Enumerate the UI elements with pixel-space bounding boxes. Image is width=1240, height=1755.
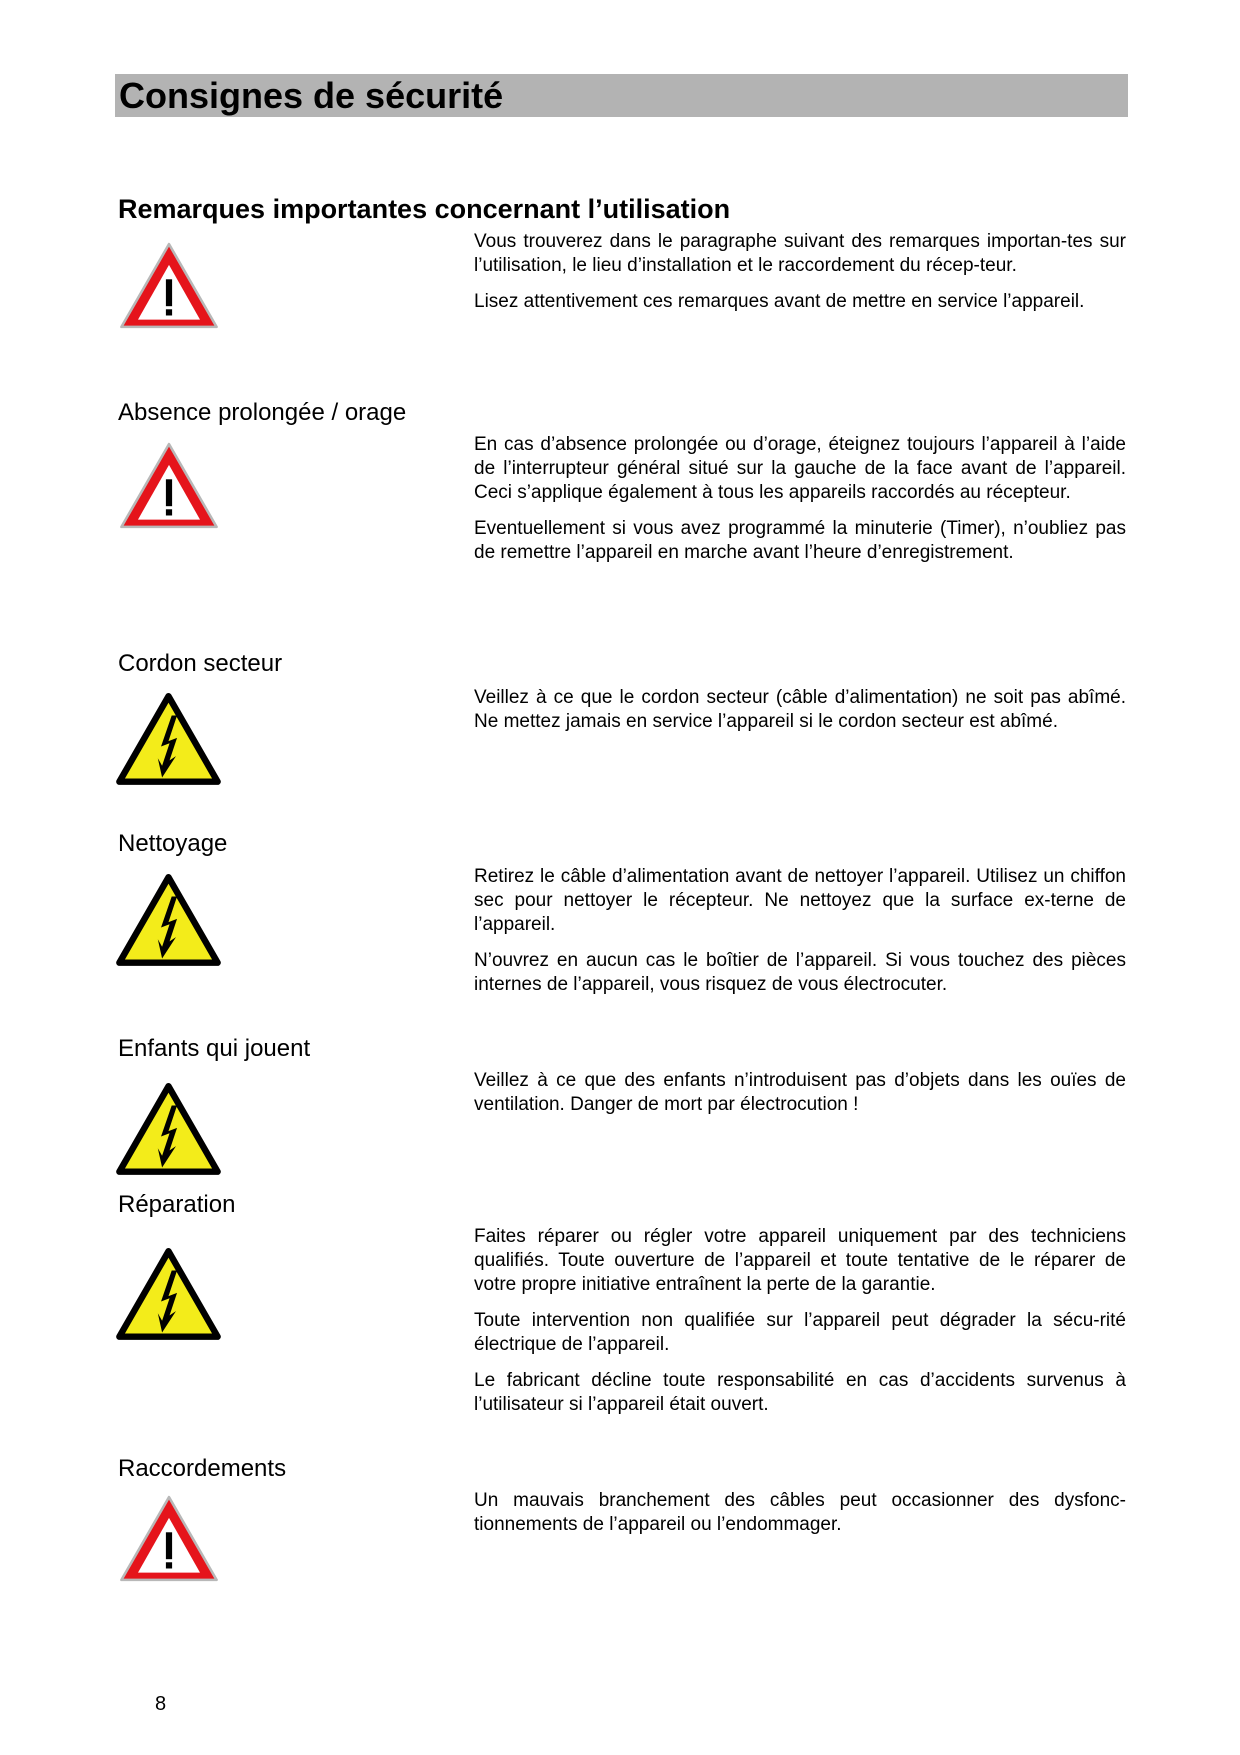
cordon-secteur-text: [474, 686, 1126, 734]
reparation-text: [474, 1225, 1126, 1417]
page-title: Consignes de sécurité: [115, 74, 1128, 117]
heading-raccordements: Raccordements: [118, 1455, 287, 1482]
heading-enfants: Enfants qui jouent: [118, 1035, 311, 1062]
enfants-text: [474, 1069, 1126, 1117]
heading-cordon-secteur: Cordon secteur: [118, 650, 283, 677]
warning-exclamation-icon: [117, 440, 221, 531]
heading-absence-orage: Absence prolongée / orage: [118, 399, 407, 426]
paragraph: Le fabricant décline toute responsabilité en cas d’accidents survenus à l’utilisateur si l’appareil était ouvert.: [474, 1370, 1126, 1415]
heading-nettoyage: Nettoyage: [118, 830, 228, 857]
paragraph: Lisez attentivement ces remarques avant de mettre en service l’appareil.: [474, 291, 1085, 312]
heading-reparation: Réparation: [118, 1191, 236, 1218]
warning-exclamation-icon: [117, 240, 221, 331]
paragraph: Faites réparer ou régler votre appareil uniquement par des techniciens qualifiés. Toute ouverture de l’appareil et toute tentative de le réparer de votre propre initiative entraînent la perte de la garantie.: [474, 1226, 1126, 1295]
absence-orage-text: [474, 433, 1126, 565]
intro-text: [474, 230, 1126, 314]
paragraph: Un mauvais branchement des câbles peut occasionner des dysfonc-tionnements de l’appareil ou l’endommager.: [474, 1490, 1126, 1535]
paragraph: Veillez à ce que le cordon secteur (câble d’alimentation) ne soit pas abîmé. Ne mettez jamais en service l’appareil si le cordon secteur est abîmé.: [474, 687, 1126, 732]
paragraph: Toute intervention non qualifiée sur l’appareil peut dégrader la sécu-rité électrique de l’appareil.: [474, 1310, 1126, 1355]
warning-exclamation-icon: [117, 1493, 221, 1584]
paragraph: Retirez le câble d’alimentation avant de nettoyer l’appareil. Utilisez un chiffon sec pour nettoyer le récepteur. Ne nettoyez que la surface ex-terne de l’appareil.: [474, 866, 1126, 935]
high-voltage-icon: [115, 692, 222, 786]
paragraph: Eventuellement si vous avez programmé la minuterie (Timer), n’oubliez pas de remettre l’appareil en marche avant l’heure d’enregistrement.: [474, 518, 1126, 563]
paragraph: N’ouvrez en aucun cas le boîtier de l’appareil. Si vous touchez des pièces internes de l’appareil, vous risquez de vous électrocuter.: [474, 950, 1126, 995]
paragraph: En cas d’absence prolongée ou d’orage, éteignez toujours l’appareil à l’aide de l’interrupteur général situé sur la gauche de la face avant de l’appareil. Ceci s’applique également à tous les appareils raccordés au récepteur.: [474, 434, 1126, 503]
high-voltage-icon: [115, 1082, 222, 1176]
section-heading: Remarques importantes concernant l’utilisation: [118, 194, 731, 224]
paragraph: Veillez à ce que des enfants n’introduisent pas d’objets dans les ouïes de ventilation. Danger de mort par électrocution !: [474, 1070, 1126, 1115]
nettoyage-text: [474, 865, 1126, 997]
raccordements-text: [474, 1489, 1126, 1537]
high-voltage-icon: [115, 873, 222, 967]
page-number: 8: [155, 1693, 167, 1715]
high-voltage-icon: [115, 1247, 222, 1341]
paragraph: Vous trouverez dans le paragraphe suivant des remarques importan-tes sur l’utilisation, le lieu d’installation et le raccordement du récep-teur.: [474, 231, 1126, 276]
